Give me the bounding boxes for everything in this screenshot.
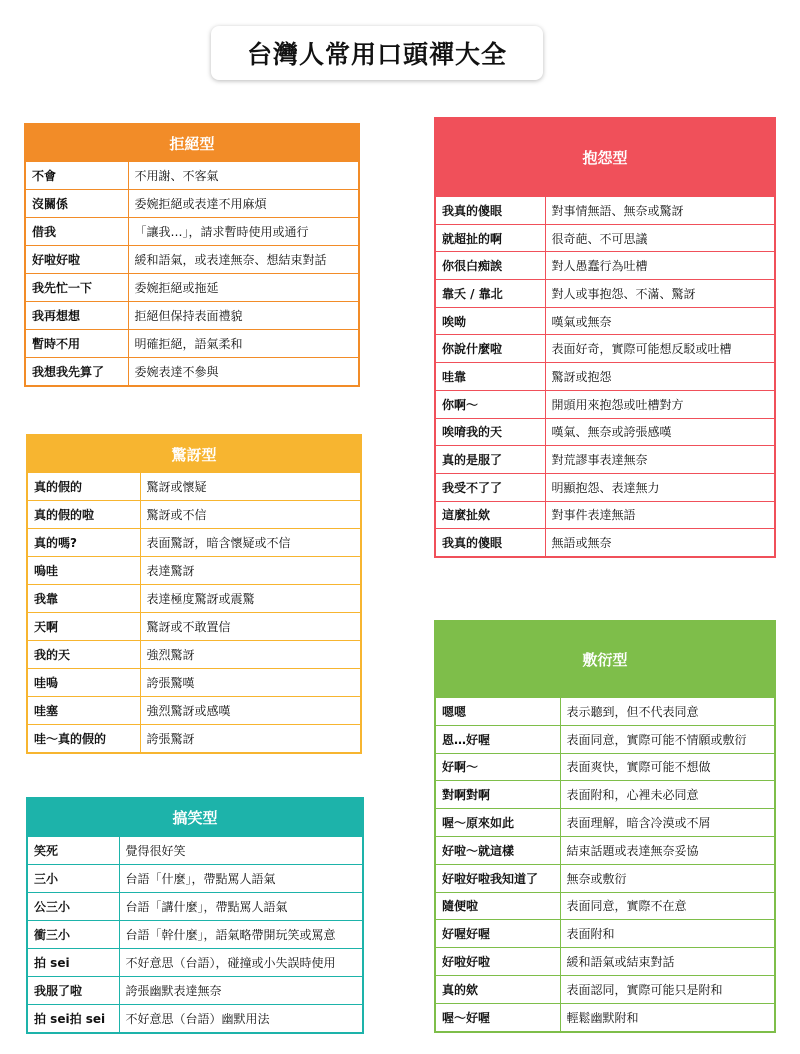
phrase-term: 哇嗚 — [28, 669, 140, 697]
phrase-term: 好啦～就這樣 — [436, 836, 560, 864]
table-row — [28, 669, 360, 697]
table-row — [436, 725, 774, 753]
table-row — [28, 557, 360, 585]
table-row — [436, 418, 774, 446]
phrase-meaning: 拒絕但保持表面禮貌 — [128, 302, 358, 330]
phrase-term: 不會 — [26, 162, 128, 190]
phrase-term: 好啦好啦 — [436, 948, 560, 976]
table-row — [28, 585, 360, 613]
phrase-meaning: 對人愚蠢行為吐槽 — [545, 252, 774, 280]
table-row — [436, 529, 774, 556]
phrase-meaning: 表面認同，實際可能只是附和 — [560, 975, 774, 1003]
phrase-meaning: 誇張驚嘆 — [140, 669, 360, 697]
page-title: 台灣人常用口頭禪大全 — [211, 26, 543, 80]
phrase-term: 三小 — [28, 865, 119, 893]
phrase-meaning: 對人或事抱怨、不滿、驚訝 — [545, 280, 774, 308]
table-row — [436, 363, 774, 391]
phrase-meaning: 嘆氣、無奈或誇張感嘆 — [545, 418, 774, 446]
phrase-meaning: 結束話題或表達無奈妥協 — [560, 836, 774, 864]
phrase-term: 好啊～ — [436, 753, 560, 781]
phrase-term: 你很白痴誒 — [436, 252, 545, 280]
phrase-term: 嗚哇 — [28, 557, 140, 585]
card-heading: 敷衍型 — [436, 622, 774, 697]
phrase-term: 我靠 — [28, 585, 140, 613]
phrase-table — [28, 836, 362, 1032]
phrase-meaning: 強烈驚訝 — [140, 641, 360, 669]
phrase-meaning: 台語「什麼」，帶點罵人語氣 — [119, 865, 362, 893]
phrase-term: 我真的傻眼 — [436, 529, 545, 556]
phrase-term: 公三小 — [28, 893, 119, 921]
table-row — [28, 865, 362, 893]
phrase-meaning: 嘆氣或無奈 — [545, 307, 774, 335]
phrase-meaning: 對事情無語、無奈或驚訝 — [545, 197, 774, 225]
card-reject — [24, 123, 360, 387]
table-row — [436, 197, 774, 225]
phrase-meaning: 很奇葩、不可思議 — [545, 224, 774, 252]
phrase-meaning: 委婉表達不參與 — [128, 358, 358, 386]
table-row — [436, 446, 774, 474]
table-row — [436, 307, 774, 335]
phrase-meaning: 驚訝或不信 — [140, 501, 360, 529]
table-row — [28, 921, 362, 949]
table-row — [26, 162, 358, 190]
phrase-meaning: 表達驚訝 — [140, 557, 360, 585]
phrase-term: 嗯嗯 — [436, 698, 560, 726]
phrase-table — [28, 472, 360, 752]
phrase-meaning: 無語或無奈 — [545, 529, 774, 556]
table-row — [28, 613, 360, 641]
phrase-term: 你說什麼啦 — [436, 335, 545, 363]
table-row — [28, 697, 360, 725]
phrase-term: 我再想想 — [26, 302, 128, 330]
phrase-term: 真的假的啦 — [28, 501, 140, 529]
card-heading: 抱怨型 — [436, 119, 774, 196]
phrase-meaning: 無奈或敷衍 — [560, 864, 774, 892]
phrase-meaning: 表面同意，實際可能不情願或敷衍 — [560, 725, 774, 753]
table-row — [436, 948, 774, 976]
card-heading: 搞笑型 — [28, 799, 362, 836]
card-perfunctory — [434, 620, 776, 1033]
table-row — [436, 920, 774, 948]
phrase-meaning: 委婉拒絕或拖延 — [128, 274, 358, 302]
phrase-meaning: 開頭用來抱怨或吐槽對方 — [545, 390, 774, 418]
phrase-meaning: 輕鬆幽默附和 — [560, 1003, 774, 1030]
table-row — [436, 892, 774, 920]
phrase-term: 真的是服了 — [436, 446, 545, 474]
table-row — [436, 335, 774, 363]
phrase-term: 好喔好喔 — [436, 920, 560, 948]
card-funny — [26, 797, 364, 1034]
table-row — [436, 473, 774, 501]
table-row — [28, 977, 362, 1005]
phrase-term: 這麼扯欸 — [436, 501, 545, 529]
phrase-meaning: 表示聽到，但不代表同意 — [560, 698, 774, 726]
phrase-term: 你啊～ — [436, 390, 545, 418]
phrase-term: 好啦好啦我知道了 — [436, 864, 560, 892]
phrase-meaning: 驚訝或不敢置信 — [140, 613, 360, 641]
phrase-term: 真的欸 — [436, 975, 560, 1003]
phrase-term: 真的嗎? — [28, 529, 140, 557]
phrase-meaning: 表面附和，心裡未必同意 — [560, 781, 774, 809]
phrase-term: 我先忙一下 — [26, 274, 128, 302]
phrase-term: 暫時不用 — [26, 330, 128, 358]
table-row — [28, 837, 362, 865]
table-row — [436, 252, 774, 280]
phrase-term: 恩…好喔 — [436, 725, 560, 753]
table-row — [436, 753, 774, 781]
phrase-term: 唉唷我的天 — [436, 418, 545, 446]
phrase-meaning: 台語「講什麼」，帶點罵人語氣 — [119, 893, 362, 921]
phrase-term: 哇靠 — [436, 363, 545, 391]
phrase-meaning: 台語「幹什麼」，語氣略帶開玩笑或罵意 — [119, 921, 362, 949]
phrase-meaning: 緩和語氣或結束對話 — [560, 948, 774, 976]
phrase-meaning: 明顯抱怨、表達無力 — [545, 473, 774, 501]
table-row — [436, 224, 774, 252]
phrase-term: 哇塞 — [28, 697, 140, 725]
table-row — [436, 809, 774, 837]
phrase-meaning: 表面好奇，實際可能想反駁或吐槽 — [545, 335, 774, 363]
phrase-term: 拍 sei — [28, 949, 119, 977]
phrase-term: 我想我先算了 — [26, 358, 128, 386]
phrase-meaning: 強烈驚訝或感嘆 — [140, 697, 360, 725]
phrase-meaning: 覺得很好笑 — [119, 837, 362, 865]
phrase-meaning: 表面驚訝，暗含懷疑或不信 — [140, 529, 360, 557]
table-row — [28, 1005, 362, 1033]
phrase-term: 我受不了了 — [436, 473, 545, 501]
phrase-meaning: 驚訝或抱怨 — [545, 363, 774, 391]
phrase-meaning: 對事件表達無語 — [545, 501, 774, 529]
phrase-meaning: 不用謝、不客氣 — [128, 162, 358, 190]
phrase-term: 拍 sei拍 sei — [28, 1005, 119, 1033]
phrase-table — [436, 196, 774, 556]
table-row — [436, 864, 774, 892]
phrase-term: 我真的傻眼 — [436, 197, 545, 225]
table-row — [436, 698, 774, 726]
phrase-meaning: 表達極度驚訝或震驚 — [140, 585, 360, 613]
phrase-term: 好啦好啦 — [26, 246, 128, 274]
phrase-term: 喔～好喔 — [436, 1003, 560, 1030]
phrase-term: 我的天 — [28, 641, 140, 669]
table-row — [436, 1003, 774, 1030]
phrase-meaning: 表面爽快，實際可能不想做 — [560, 753, 774, 781]
card-heading: 驚訝型 — [28, 436, 360, 472]
phrase-meaning: 不好意思（台語），碰撞或小失誤時使用 — [119, 949, 362, 977]
phrase-meaning: 驚訝或懷疑 — [140, 473, 360, 501]
table-row — [26, 358, 358, 386]
table-row — [436, 390, 774, 418]
table-row — [28, 501, 360, 529]
table-row — [26, 218, 358, 246]
phrase-meaning: 表面附和 — [560, 920, 774, 948]
table-row — [26, 302, 358, 330]
table-row — [28, 473, 360, 501]
phrase-meaning: 表面理解，暗含冷漠或不屑 — [560, 809, 774, 837]
phrase-term: 我服了啦 — [28, 977, 119, 1005]
phrase-term: 喔～原來如此 — [436, 809, 560, 837]
phrase-term: 沒關係 — [26, 190, 128, 218]
table-row — [26, 190, 358, 218]
phrase-term: 就超扯的啊 — [436, 224, 545, 252]
table-row — [28, 641, 360, 669]
phrase-term: 天啊 — [28, 613, 140, 641]
phrase-meaning: 緩和語氣，或表達無奈、想結束對話 — [128, 246, 358, 274]
phrase-meaning: 「讓我…」，請求暫時使用或通行 — [128, 218, 358, 246]
phrase-term: 哇～真的假的 — [28, 725, 140, 753]
table-row — [28, 949, 362, 977]
phrase-term: 笑死 — [28, 837, 119, 865]
phrase-table — [26, 161, 358, 385]
table-row — [436, 501, 774, 529]
table-row — [26, 246, 358, 274]
phrase-term: 唉呦 — [436, 307, 545, 335]
phrase-meaning: 誇張驚訝 — [140, 725, 360, 753]
phrase-meaning: 明確拒絕，語氣柔和 — [128, 330, 358, 358]
table-row — [436, 781, 774, 809]
phrase-meaning: 不好意思（台語）幽默用法 — [119, 1005, 362, 1033]
phrase-meaning: 表面同意，實際不在意 — [560, 892, 774, 920]
table-row — [28, 725, 360, 753]
card-complain — [434, 117, 776, 558]
phrase-term: 對啊對啊 — [436, 781, 560, 809]
table-row — [28, 529, 360, 557]
card-heading: 拒絕型 — [26, 125, 358, 161]
card-surprise — [26, 434, 362, 754]
table-row — [26, 330, 358, 358]
table-row — [436, 975, 774, 1003]
phrase-table — [436, 697, 774, 1031]
phrase-meaning: 誇張幽默表達無奈 — [119, 977, 362, 1005]
phrase-meaning: 委婉拒絕或表達不用麻煩 — [128, 190, 358, 218]
phrase-meaning: 對荒謬事表達無奈 — [545, 446, 774, 474]
table-row — [436, 280, 774, 308]
table-row — [26, 274, 358, 302]
phrase-term: 衝三小 — [28, 921, 119, 949]
table-row — [28, 893, 362, 921]
phrase-term: 借我 — [26, 218, 128, 246]
phrase-term: 隨便啦 — [436, 892, 560, 920]
table-row — [436, 836, 774, 864]
phrase-term: 真的假的 — [28, 473, 140, 501]
phrase-term: 靠夭 / 靠北 — [436, 280, 545, 308]
